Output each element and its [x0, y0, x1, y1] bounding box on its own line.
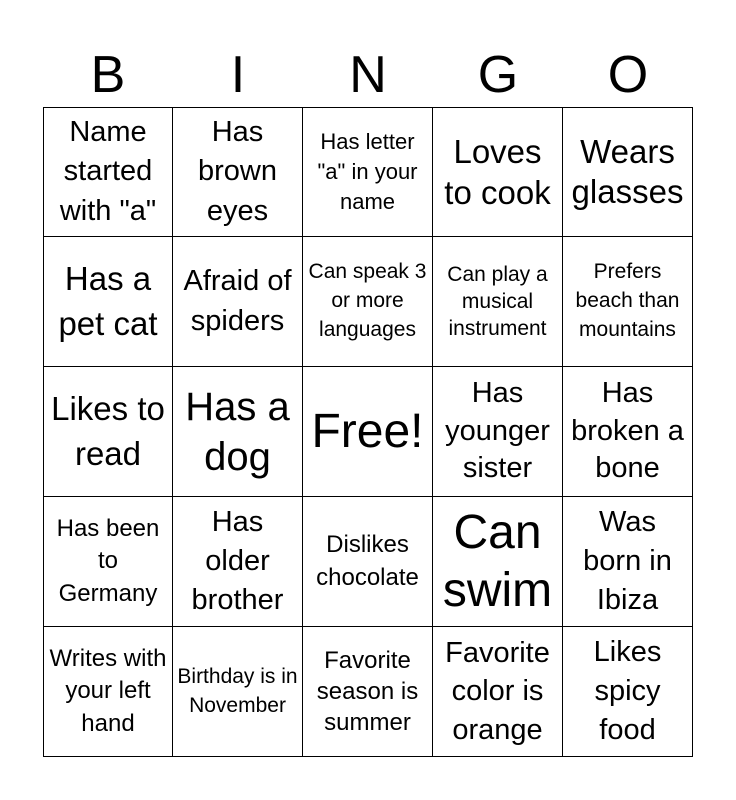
bingo-cell-text: Has younger sister	[445, 376, 550, 485]
bingo-cell-text: Likes to read	[51, 389, 165, 472]
bingo-cell-text: Has been to Germany	[56, 514, 160, 607]
bingo-cell-text: Has a dog	[185, 384, 290, 479]
bingo-cell[interactable]	[303, 237, 433, 367]
bingo-cell-text: Favorite color is orange	[445, 636, 550, 746]
bingo-cell[interactable]	[173, 497, 303, 627]
bingo-cell-text: Writes with your left hand	[49, 644, 167, 737]
bingo-cell[interactable]	[433, 107, 563, 237]
header-letter-o: O	[607, 46, 649, 104]
bingo-cell-text: Can swim	[442, 505, 553, 617]
bingo-cell-text: Afraid of spiders	[183, 265, 292, 337]
bingo-cell[interactable]	[43, 627, 173, 757]
bingo-cell[interactable]	[433, 367, 563, 497]
bingo-cell[interactable]	[43, 107, 173, 237]
bingo-cell-text: Has broken a bone	[571, 376, 684, 485]
bingo-cell[interactable]	[43, 367, 173, 497]
bingo-cell-text: Has brown eyes	[198, 116, 277, 227]
bingo-cell[interactable]	[433, 237, 563, 367]
bingo-cell-text: Prefers beach than mountains	[575, 260, 680, 341]
bingo-cell-text: Has letter "a" in your name	[317, 129, 418, 214]
bingo-cell-text: Free!	[311, 404, 424, 458]
bingo-cell[interactable]	[43, 237, 173, 367]
bingo-cell[interactable]	[433, 627, 563, 757]
bingo-cell[interactable]	[43, 497, 173, 627]
header-letter-b: B	[90, 46, 126, 104]
bingo-cell[interactable]	[173, 367, 303, 497]
bingo-cell-text: Has older brother	[191, 505, 284, 617]
bingo-cell-text: Birthday is in November	[177, 665, 298, 717]
bingo-cell-text: Has a pet cat	[58, 259, 158, 342]
bingo-cell[interactable]	[173, 627, 303, 757]
bingo-cell[interactable]	[563, 367, 693, 497]
bingo-cell[interactable]	[303, 497, 433, 627]
header-letter-i: I	[230, 46, 246, 104]
bingo-cell-text: Name started with "a"	[59, 116, 157, 227]
bingo-cell-text: Wears glasses	[571, 133, 684, 210]
bingo-cell-text: Dislikes chocolate	[316, 531, 419, 591]
bingo-cell-text: Can play a musical instrument	[447, 262, 548, 341]
bingo-cell[interactable]	[303, 627, 433, 757]
bingo-header	[43, 44, 693, 106]
bingo-cell[interactable]	[303, 107, 433, 237]
bingo-cell-text: Favorite season is summer	[316, 646, 419, 737]
bingo-cell[interactable]	[173, 237, 303, 367]
bingo-cell[interactable]	[173, 107, 303, 237]
bingo-cell[interactable]	[563, 497, 693, 627]
bingo-cell[interactable]	[563, 237, 693, 367]
bingo-cell-text: Likes spicy food	[593, 635, 662, 747]
bingo-cell[interactable]	[433, 497, 563, 627]
bingo-cell-text: Loves to cook	[444, 132, 551, 211]
bingo-cell-text: Can speak 3 or more languages	[308, 260, 427, 341]
header-letter-g: G	[477, 46, 519, 104]
bingo-board	[43, 107, 693, 757]
header-letter-n: N	[349, 46, 387, 104]
bingo-cell[interactable]	[563, 627, 693, 757]
bingo-cell[interactable]	[303, 367, 433, 497]
bingo-cell-text: Was born in Ibiza	[583, 505, 672, 617]
bingo-cell[interactable]	[563, 107, 693, 237]
